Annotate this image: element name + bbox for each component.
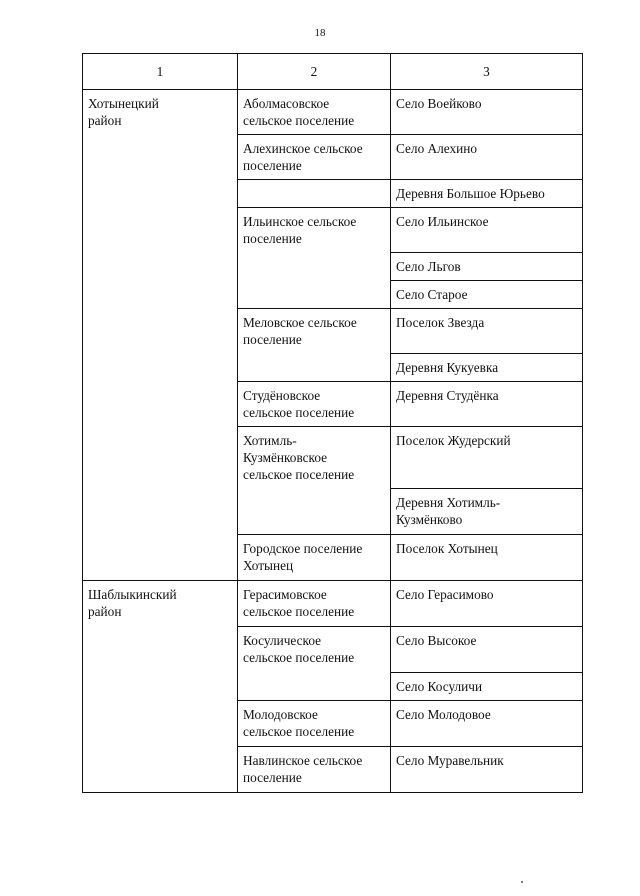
locality-cell: Село Высокое bbox=[391, 627, 583, 673]
locality-cell: Село Алехино bbox=[391, 135, 583, 180]
column-header-3: 3 bbox=[391, 54, 583, 90]
settlement-cell: Навлинское сельское поселение bbox=[238, 747, 391, 793]
locality-cell: Деревня Кукуевка bbox=[391, 354, 583, 382]
locality-cell: Деревня Студёнка bbox=[391, 382, 583, 427]
column-header-1: 1 bbox=[83, 54, 238, 90]
settlement-cell: Хотимль- Кузмёнковское сельское поселение bbox=[238, 427, 391, 535]
district-cell: Хотынецкий район bbox=[83, 90, 238, 581]
locality-cell: Село Герасимово bbox=[391, 581, 583, 627]
locality-cell: Деревня Большое Юрьево bbox=[391, 180, 583, 208]
table-row bbox=[83, 90, 583, 135]
locality-cell: Село Воейково bbox=[391, 90, 583, 135]
settlement-cell: Городское поселение Хотынец bbox=[238, 535, 391, 581]
settlement-cell: Алехинское сельское поселение bbox=[238, 135, 391, 180]
settlement-cell: Меловское сельское поселение bbox=[238, 309, 391, 382]
header-row bbox=[83, 54, 583, 90]
settlement-cell: Студёновское сельское поселение bbox=[238, 382, 391, 427]
settlement-cell: Аболмасовское сельское поселение bbox=[238, 90, 391, 135]
locality-cell: Село Льгов bbox=[391, 253, 583, 281]
locality-cell: Село Старое bbox=[391, 281, 583, 309]
page-number: 18 bbox=[314, 27, 326, 39]
settlements-table bbox=[82, 53, 583, 793]
locality-cell: Село Ильинское bbox=[391, 208, 583, 253]
district-cell: Шаблыкинский район bbox=[83, 581, 238, 793]
settlement-cell: Косулическое сельское поселение bbox=[238, 627, 391, 701]
settlement-cell bbox=[238, 180, 391, 208]
locality-cell: Деревня Хотимль- Кузмёнково bbox=[391, 489, 583, 535]
scan-speck bbox=[521, 881, 523, 883]
locality-cell: Поселок Жудерский bbox=[391, 427, 583, 489]
settlement-cell: Ильинское сельское поселение bbox=[238, 208, 391, 309]
table-row bbox=[83, 581, 583, 627]
settlement-cell: Молодовское сельское поселение bbox=[238, 701, 391, 747]
locality-cell: Село Муравельник bbox=[391, 747, 583, 793]
column-header-2: 2 bbox=[238, 54, 391, 90]
locality-cell: Село Молодовое bbox=[391, 701, 583, 747]
locality-cell: Поселок Хотынец bbox=[391, 535, 583, 581]
locality-cell: Поселок Звезда bbox=[391, 309, 583, 354]
locality-cell: Село Косуличи bbox=[391, 673, 583, 701]
settlement-cell: Герасимовское сельское поселение bbox=[238, 581, 391, 627]
